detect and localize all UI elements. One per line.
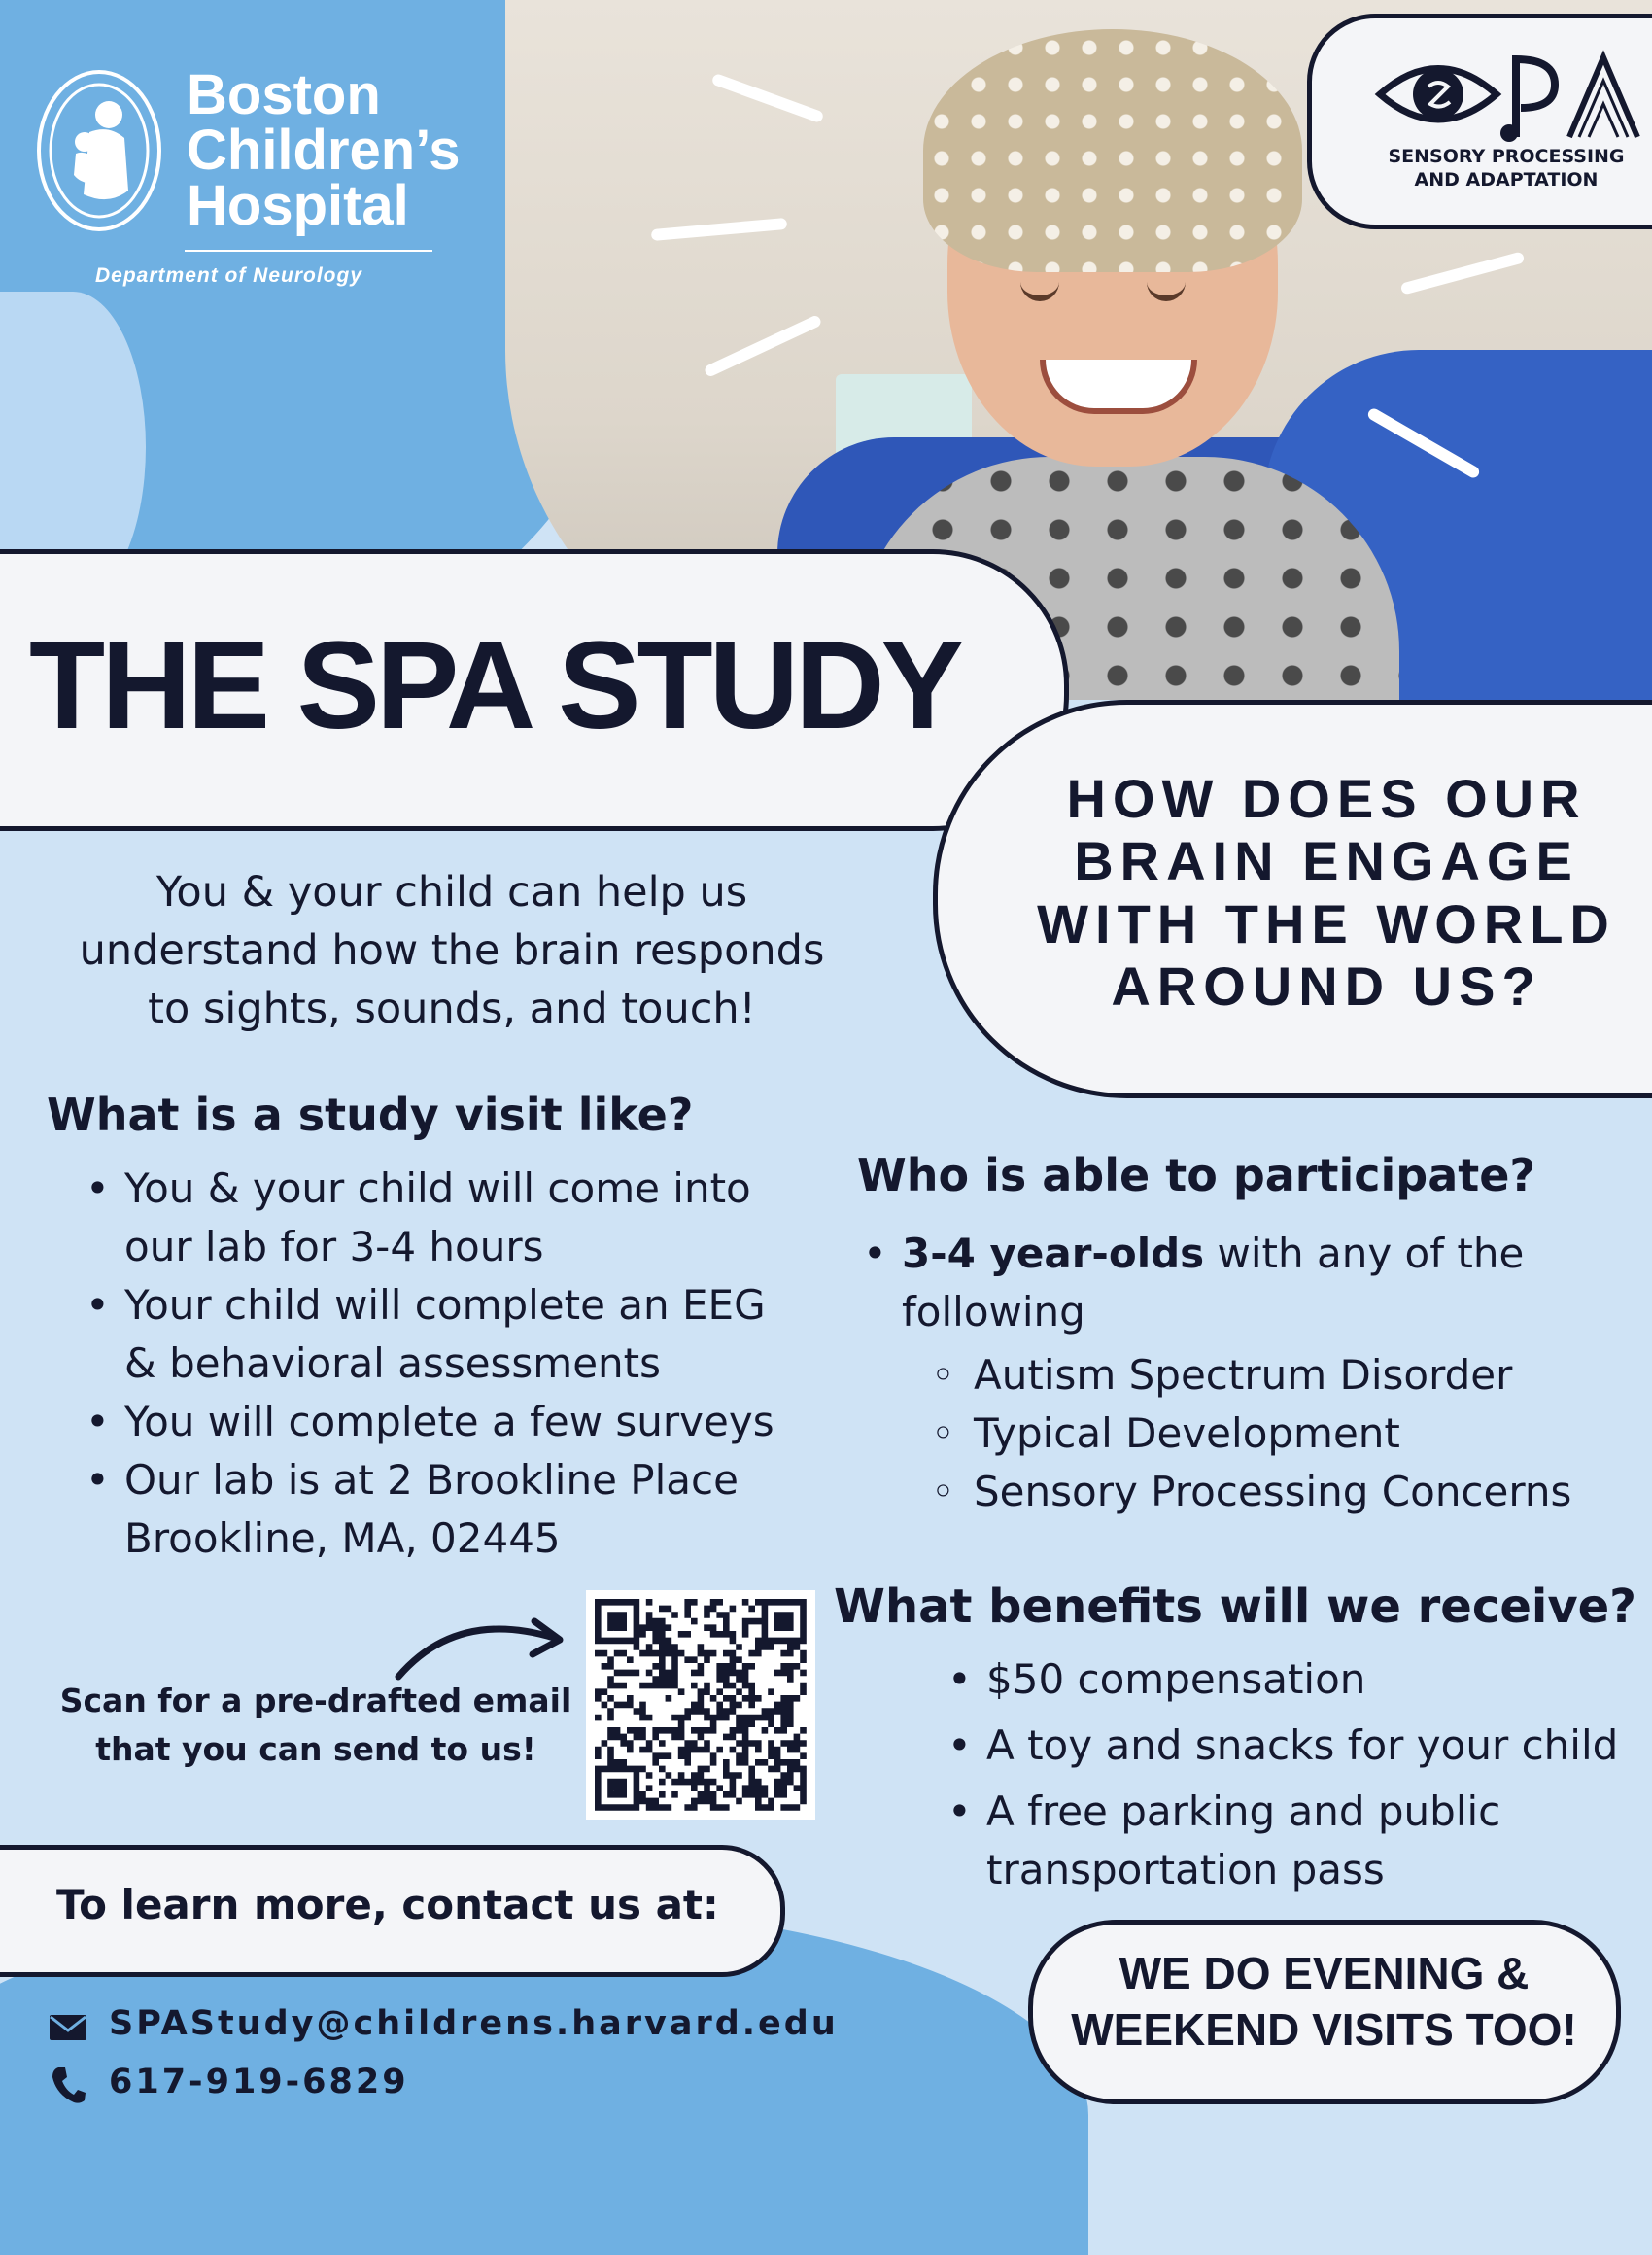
list-item-line: You & your child will come into: [124, 1164, 751, 1212]
evening-line: WEEKEND VISITS TOO!: [1071, 2003, 1577, 2055]
page-title: THE SPA STUDY: [29, 616, 960, 755]
highlight-ray: [711, 73, 825, 123]
visit-list: [86, 1160, 824, 1568]
eeg-cap: [923, 29, 1302, 272]
evening-visits-text: [1040, 1946, 1608, 2058]
list-item-line: $50 compensation: [986, 1655, 1366, 1703]
intro-text: [39, 863, 865, 1039]
question-line: WITH THE WORLD: [1037, 892, 1616, 954]
intro-line: You & your child can help us: [155, 868, 748, 917]
hospital-divider: [185, 250, 432, 252]
highlight-ray: [651, 218, 788, 241]
hospital-name-line: Boston: [187, 63, 381, 126]
evening-line: WE DO EVENING &: [1119, 1948, 1530, 1998]
envelope-icon: [49, 2014, 87, 2041]
participate-heading: Who is able to participate?: [857, 1149, 1536, 1201]
list-item-line: with any of the: [1204, 1230, 1525, 1277]
hospital-name: [187, 63, 461, 237]
list-item: ◦ Sensory Processing Concerns: [931, 1463, 1631, 1521]
list-item-line: our lab for 3-4 hours: [124, 1223, 544, 1270]
qr-caption-line: that you can send to us!: [95, 1729, 536, 1768]
qr-caption-line: Scan for a pre-drafted email: [59, 1682, 572, 1719]
list-item-line: A free parking and public: [986, 1787, 1501, 1835]
list-item: [86, 1393, 824, 1451]
list-item: [86, 1276, 824, 1393]
spa-logo-badge: [1307, 14, 1652, 229]
hospital-name-line: Hospital: [187, 173, 409, 237]
qr-caption: [53, 1677, 578, 1773]
benefits-list: [947, 1650, 1628, 1899]
list-item: ◦ Typical Development: [931, 1405, 1631, 1463]
list-item: [947, 1783, 1628, 1899]
benefits-heading: What benefits will we receive?: [834, 1579, 1637, 1634]
visit-heading: What is a study visit like?: [47, 1089, 694, 1141]
question-line: AROUND US?: [1111, 955, 1542, 1018]
phone-icon: [51, 2065, 86, 2104]
list-item: [86, 1160, 824, 1276]
participate-list: [863, 1225, 1621, 1341]
contact-email[interactable]: SPAStudy@childrens.harvard.edu: [109, 2004, 839, 2043]
list-item: [947, 1650, 1628, 1709]
spa-subtitle-line: SENSORY PROCESSING: [1388, 146, 1625, 167]
hospital-logo: [37, 70, 161, 231]
qr-code-image: [586, 1590, 815, 1820]
list-item-line: Your child will complete an EEG: [124, 1281, 766, 1329]
spa-logo-mark: [1370, 48, 1652, 145]
question-line: HOW DOES OUR: [1066, 768, 1587, 829]
question-line: BRAIN ENGAGE: [1074, 830, 1579, 892]
spa-logo-lettering: SPA: [1370, 48, 1372, 49]
contact-label: To learn more, contact us at:: [56, 1881, 719, 1928]
list-item-line: & behavioral assessments: [124, 1339, 662, 1387]
qr-modules: [595, 1599, 807, 1811]
list-item-line: following: [902, 1288, 1085, 1336]
list-item-line: transportation pass: [986, 1846, 1385, 1893]
mother-child-icon: [41, 74, 157, 227]
list-item: [86, 1451, 824, 1568]
list-item: ◦ Autism Spectrum Disorder: [931, 1346, 1631, 1405]
intro-line: understand how the brain responds: [79, 926, 825, 976]
qr-code[interactable]: [586, 1590, 815, 1820]
hospital-name-line: Children’s: [187, 118, 461, 182]
list-item: [947, 1717, 1628, 1775]
spa-subtitle-line: AND ADAPTATION: [1414, 168, 1599, 191]
highlight-ray: [704, 314, 823, 378]
question-text: [1020, 768, 1633, 1019]
list-item-line: Our lab is at 2 Brookline Place: [124, 1456, 739, 1504]
list-item-line: Brookline, MA, 02445: [124, 1514, 561, 1562]
list-item-line: A toy and snacks for your child: [986, 1721, 1619, 1769]
department-label: Department of Neurology: [95, 264, 363, 287]
intro-line: to sights, sounds, and touch!: [148, 985, 756, 1034]
condition-list: [931, 1346, 1631, 1521]
highlight-ray: [1400, 251, 1526, 295]
age-range: 3-4 year-olds: [902, 1230, 1205, 1277]
list-item: [863, 1225, 1621, 1341]
list-item-line: You will complete a few surveys: [124, 1398, 774, 1445]
contact-phone[interactable]: 617-919-6829: [109, 2063, 409, 2101]
spa-logo-subtitle: [1365, 146, 1647, 192]
